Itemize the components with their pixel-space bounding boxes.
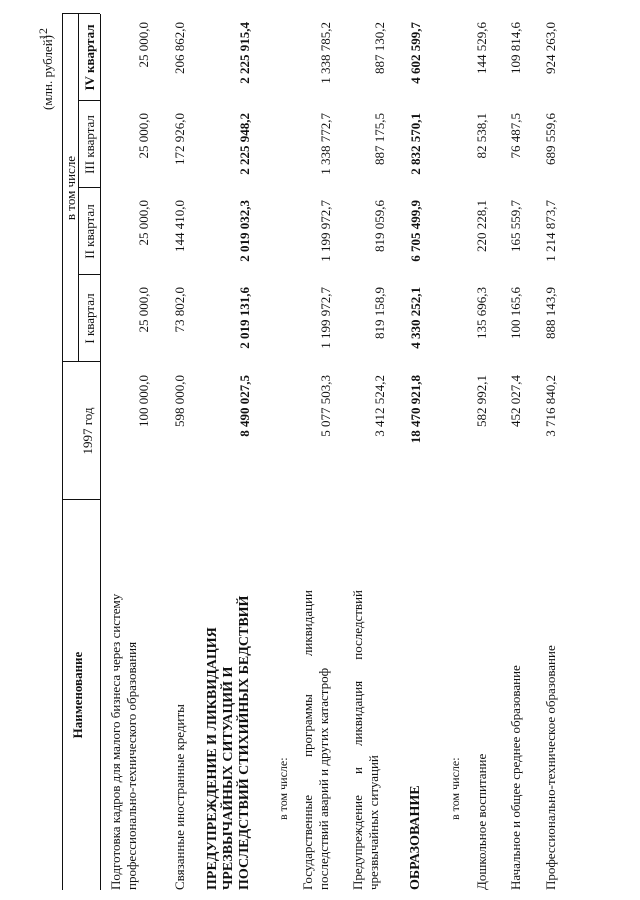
cell-q1: 4 330 252,1: [408, 287, 423, 349]
cell-year: 18 470 921,8: [408, 375, 423, 444]
cell-q3: 76 487,5: [508, 113, 523, 159]
cell-q1: 819 158,9: [372, 287, 387, 339]
cell-q1: 2 019 131,6: [237, 287, 252, 349]
cell-q3: 1 338 772,7: [318, 113, 333, 175]
header-name: Наименование: [70, 651, 85, 739]
row-name: Связанные иностранные кредиты: [172, 704, 187, 890]
cell-q2: 1 199 972,7: [318, 200, 333, 262]
header-year: 1997 год: [80, 407, 95, 455]
cell-q1: 25 000,0: [136, 287, 151, 333]
cell-q1: 73 802,0: [172, 287, 187, 333]
unit-label: (млн. рублей): [40, 35, 55, 110]
cell-q4: 25 000,0: [136, 22, 151, 68]
cell-q4: 206 862,0: [172, 22, 187, 74]
cell-q2: 1 214 873,7: [543, 200, 558, 262]
cell-q4: 4 602 599,7: [408, 22, 423, 84]
cell-year: 100 000,0: [136, 375, 151, 427]
row-name: Государственные программы ликвидации последствий аварий и других катастроф: [300, 590, 331, 890]
cell-q2: 144 410,0: [172, 200, 187, 252]
header-q1: I квартал: [82, 293, 97, 344]
cell-q3: 887 175,5: [372, 113, 387, 165]
cell-year: 3 412 524,2: [372, 375, 387, 437]
cell-q3: 2 832 570,1: [408, 113, 423, 175]
cell-q4: 924 263,0: [543, 22, 558, 74]
cell-q2: 6 705 499,9: [408, 200, 423, 262]
header-q2: II квартал: [82, 204, 97, 259]
row-name: Дошкольное воспитание: [474, 753, 489, 890]
cell-q1: 888 143,9: [543, 287, 558, 339]
cell-q4: 144 529,6: [474, 22, 489, 74]
cell-year: 598 000,0: [172, 375, 187, 427]
header-bottom-line: [100, 14, 101, 890]
cell-q1: 1 199 972,7: [318, 287, 333, 349]
cell-q4: 887 130,2: [372, 22, 387, 74]
cell-q3: 689 559,6: [543, 113, 558, 165]
row-name: Предупреждение и ликвидация последствий чрезвычайных ситуаций: [350, 590, 381, 890]
row-name: ОБРАЗОВАНИЕ: [408, 785, 423, 890]
cell-q2: 165 559,7: [508, 200, 523, 252]
header-q4: IV квартал: [82, 24, 97, 91]
cell-q1: 100 165,6: [508, 287, 523, 339]
cell-year: 582 992,1: [474, 375, 489, 427]
cell-year: 8 490 027,5: [237, 375, 252, 437]
cell-q4: 109 814,6: [508, 22, 523, 74]
cell-q2: 2 019 032,3: [237, 200, 252, 262]
cell-year: 3 716 840,2: [543, 375, 558, 437]
cell-q1: 135 696,3: [474, 287, 489, 339]
row-name: ПРЕДУПРЕЖДЕНИЕ И ЛИКВИДАЦИЯ ЧРЕЗВЫЧАЙНЫХ СИТУАЦИЙ И ПОСЛЕДСТВИЙ СТИХИЙНЫХ БЕДСТВИЙ: [205, 595, 252, 890]
header-including: в том числе: [63, 155, 78, 221]
cell-q4: 1 338 785,2: [318, 22, 333, 84]
row-name: Начальное и общее среднее образование: [508, 665, 523, 890]
cell-q2: 220 228,1: [474, 200, 489, 252]
cell-q2: 819 059,6: [372, 200, 387, 252]
row-name: Профессионально-техническое образование: [543, 645, 558, 890]
cell-year: 5 077 503,3: [318, 375, 333, 437]
including-label: в том числе:: [276, 757, 290, 820]
row-name: Подготовка кадров для малого бизнеса через систему профессионально-технического образования: [108, 593, 139, 890]
cell-q3: 25 000,0: [136, 113, 151, 159]
cell-q3: 2 225 948,2: [237, 113, 252, 175]
cell-q3: 172 926,0: [172, 113, 187, 165]
including-label: в том числе:: [448, 757, 462, 820]
cell-q4: 2 225 915,4: [237, 22, 252, 84]
header-q3: III квартал: [82, 115, 97, 174]
cell-q3: 82 538,1: [474, 113, 489, 159]
cell-q2: 25 000,0: [136, 200, 151, 246]
page-number: 12: [36, 28, 50, 40]
cell-year: 452 027,4: [508, 375, 523, 427]
